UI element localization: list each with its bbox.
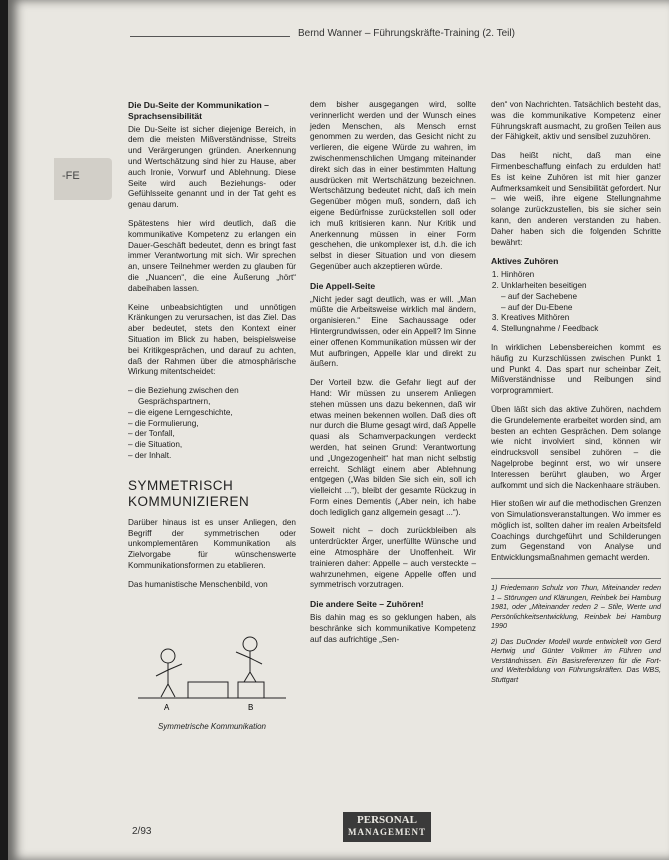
- list-item: – die Beziehung zwischen den Gesprächspartnern,: [138, 386, 296, 408]
- running-header: Bernd Wanner – Führungskräfte-Training (2. Teil): [298, 28, 515, 39]
- paragraph: Spätestens hier wird deutlich, daß die kommunikative Kompetenz zu erlangen ein Dauer-Geschäft bedeutet, denn es bringt fast immer Verantwortung mit sich. Wir sprechen an, unsere Teilnehmer werden zu glauben für die „Nuancen“, die eine Äußerung „hört“ dabeihaben lassen.: [128, 218, 296, 293]
- section-heading-du-seite: Die Du-Seite der Kommunikation – Sprachsensibilität: [128, 100, 269, 121]
- page-number: 2/93: [132, 826, 152, 837]
- column-2: [310, 100, 476, 653]
- paragraph: Üben läßt sich das aktive Zuhören, nachdem die Grundelemente erarbeitet worden sind, am besten an echten Gesprächen. Dem solange wie nicht involviert sind, können wir eindrucksvoll sensibel zuhören – die Nagelprobe beginnt erst, wo wir unsere Interessen berührt glauben, wo Ärger aufkommt und sich die Nackenhaare sträuben.: [491, 404, 661, 490]
- figure-drawing: [128, 598, 296, 718]
- section-heading-zuhoeren: Die andere Seite – Zuhören!: [310, 599, 424, 610]
- paragraph: Darüber hinaus ist es unser Anliegen, den Begriff der symmetrischen oder unkomplementären Kommunikation als Zielvorgabe für wünschenswerte Kommunikationsformen zu etablieren.: [128, 517, 296, 570]
- paragraph: Der Vorteil bzw. die Gefahr liegt auf der Hand: Wir müssen zu unserem Anliegen stehen müssen uns dazu bekennen, daß wir etwas meinen bekennen wollen. Daß dies oft nur durch die Blume gesagt wird, daß Appelle quasi als Schamverpackungen verdeckt werden, hat seinen Grund: Verantwortung und „Ungezogenheit“ hat man nicht selbstig erreicht. Schlägt einem aber Ablehnung entgegen („Was bilden Sie sich ein, soll ich vielleicht ...“), bleibt der gesamte Rückzug in Form eines Dementis („Aber nein, ich habe doch lediglich ganz allgemein gesagt ...“).: [310, 378, 476, 517]
- paragraph: Das humanistische Menschenbild, von: [128, 579, 268, 589]
- paragraph: Soweit nicht – doch zurückbleiben als unterdrückter Ärger, unerfüllte Wünsche und eine Atmosphäre der Unoffenheit. Wir trainieren daher: Appelle – auch versteckte – wahrzunehmen, eigene Appelle offen und symmetrisch vorzutragen.: [310, 526, 476, 590]
- substep-item: – auf der Sachebene: [511, 292, 661, 303]
- list-item: – die Situation,: [138, 440, 296, 451]
- footnotes: [491, 578, 661, 684]
- figure-label-a: A: [164, 703, 170, 713]
- section-heading-aktives-zuhoeren: Aktives Zuhören: [491, 256, 559, 267]
- step-item: 4. Stellungnahme / Feedback: [501, 324, 661, 335]
- header-rule: [130, 36, 290, 37]
- section-tab: [54, 158, 112, 200]
- logo-line-1: PERSONAL: [357, 814, 417, 826]
- steps-list: [491, 270, 661, 335]
- logo-line-2: MANAGEMENT: [348, 827, 426, 837]
- list-item: – die Formulierung,: [138, 419, 296, 430]
- magazine-logo: [343, 812, 431, 842]
- paragraph: Keine unbeabsichtigten und unnötigen Kränkungen zu verursachen, ist das Ziel. Das aber bedeutet, stets den Kontext einer Situation im Blick zu haben, beispielsweise bei Kritikgesprächen, und darauf zu achten, daß der Rahmen über die atmosphärische Wirkung mitentscheidet:: [128, 302, 296, 377]
- section-tab-label: -FE: [62, 170, 80, 182]
- list-item: – der Tonfall,: [138, 429, 296, 440]
- substep-item: – auf der Du-Ebene: [511, 303, 661, 314]
- paragraph: Die Du-Seite ist sicher diejenige Bereich, in dem die meisten Mißverständnisse, Streits und Verärgerungen gründen. Anerkennung und Wertschätzung sind hier zu Hause, aber auch Ironie, Vorwurf und Ablehnung. Diese Seite wird auch Beziehungs- oder Gefühlsseite genannt und in der Tat geht es genau darum.: [128, 124, 296, 210]
- column-3: [491, 100, 661, 690]
- section-heading-appell: Die Appell-Seite: [310, 280, 376, 291]
- step-item: 2. Unklarheiten beseitigen – auf der Sachebene – auf der Du-Ebene: [501, 281, 661, 313]
- figure-caption: Symmetrische Kommunikation: [157, 722, 267, 732]
- list-item: – die eigene Lerngeschichte,: [138, 408, 296, 419]
- paragraph: Hier stoßen wir auf die methodischen Grenzen von Simulationsveranstaltungen. Wo immer es möglich ist, sollten daher im realen Arbeitsfeld Coachings durchgeführt und Schilderungen zum Gegenstand von Analyse und Entwicklungsmaßnahmen gemacht werden.: [491, 499, 661, 563]
- footnote-2: 2) Das DuOnder Modell wurde entwickelt von Gerd Hertwig und Günter Volkmer im Führen und Verständnissen. Ein Basisreferenzen für die Fort- und Weiterbildung von Führungskräften. Das WBS, Stuttgart: [491, 636, 661, 684]
- figure-label-b: B: [248, 703, 254, 713]
- step-item: 3. Kreatives Mithören: [501, 313, 661, 324]
- figure-symmetric-communication: [128, 598, 296, 718]
- step-item: 1. Hinhören: [501, 270, 661, 281]
- paragraph: Bis dahin mag es so geklungen haben, als beschränke sich kommunikative Kompetenz auf das aufrichtige „Sen-: [310, 613, 476, 644]
- column-1: [128, 100, 296, 733]
- paragraph: „Nicht jeder sagt deutlich, was er will. „Man müßte die Arbeitsweise wirklich mal ändern, organisieren.“ Eine Sachaussage oder Hintergrundwissen, oder ein Appell? Im Sinne einer offenen Kommunikation müssen wir der Mut aufbringen, Appelle klar und direkt zu äußern.: [310, 294, 476, 369]
- paragraph: den“ von Nachrichten. Tatsächlich besteht das, was die kommunikative Kompetenz einer Führungskraft ausmacht, zu großen Teilen aus der Fähigkeit, aktiv und sensibel zuzuhören.: [491, 100, 661, 142]
- section-title-symmetrisch: SYMMETRISCH KOMMUNIZIEREN: [128, 477, 250, 509]
- paragraph: dem bisher ausgegangen wird, sollte verinnerlicht werden und der Wunsch eines jeden Menschen, als Mensch ernst genommen zu werden, das Gesicht nicht zu verlieren, die eigene Würde zu wahren, im zwischenmenschlichen Umgang miteinander direkt sich das in einer bestimmten Haltung ausdrücken mit Wertschätzung bezeichnen. Wertschätzung bedeutet nicht, daß ich mein Gegenüber mögen muß, sondern, daß ich eigene Bedürfnisse zurückstellen soll oder ich muß kritisieren kann. Nur Kritik und Anerkennung müssen in einer Form geschehen, die unkomplexer ist, d.h. die ich selbst in dieser Situation und von diesem Gegenüber auch akzeptieren würde.: [310, 100, 476, 271]
- paragraph: In wirklichen Lebensbereichen kommt es häufig zu Kurzschlüssen zwischen Punkt 1 und Punkt 4. Das spart nur scheinbar Zeit, Mißverständnisse und Reibungen sind vorprogrammiert.: [491, 342, 661, 396]
- paragraph: Das heißt nicht, daß man eine Firmenbeschaffung einfach zu erdulden hat! Es ist keine Zuhören ist mit hier ganzer Aufmerksamkeit und Sensibilität gefordert. Nur – wie weiß, ihre eigene Stellungnahme solange zurückzustellen, bis sie sicher sein kann, den anderen verstanden zu haben. Daher haben sich die folgenden Schritte bewährt:: [491, 151, 661, 247]
- list-item: – der Inhalt.: [138, 451, 296, 462]
- magazine-page: [8, 0, 669, 860]
- footnote-1: 1) Friedemann Schulz von Thun, Miteinander reden 1 – Störungen und Klärungen, Reinbek bei Hamburg 1981, oder „Miteinander reden 2 – Stile, Werte und Persönlichkeitsentwicklung, Reinbek bei Hamburg 1990: [491, 583, 661, 631]
- context-list: [128, 386, 296, 462]
